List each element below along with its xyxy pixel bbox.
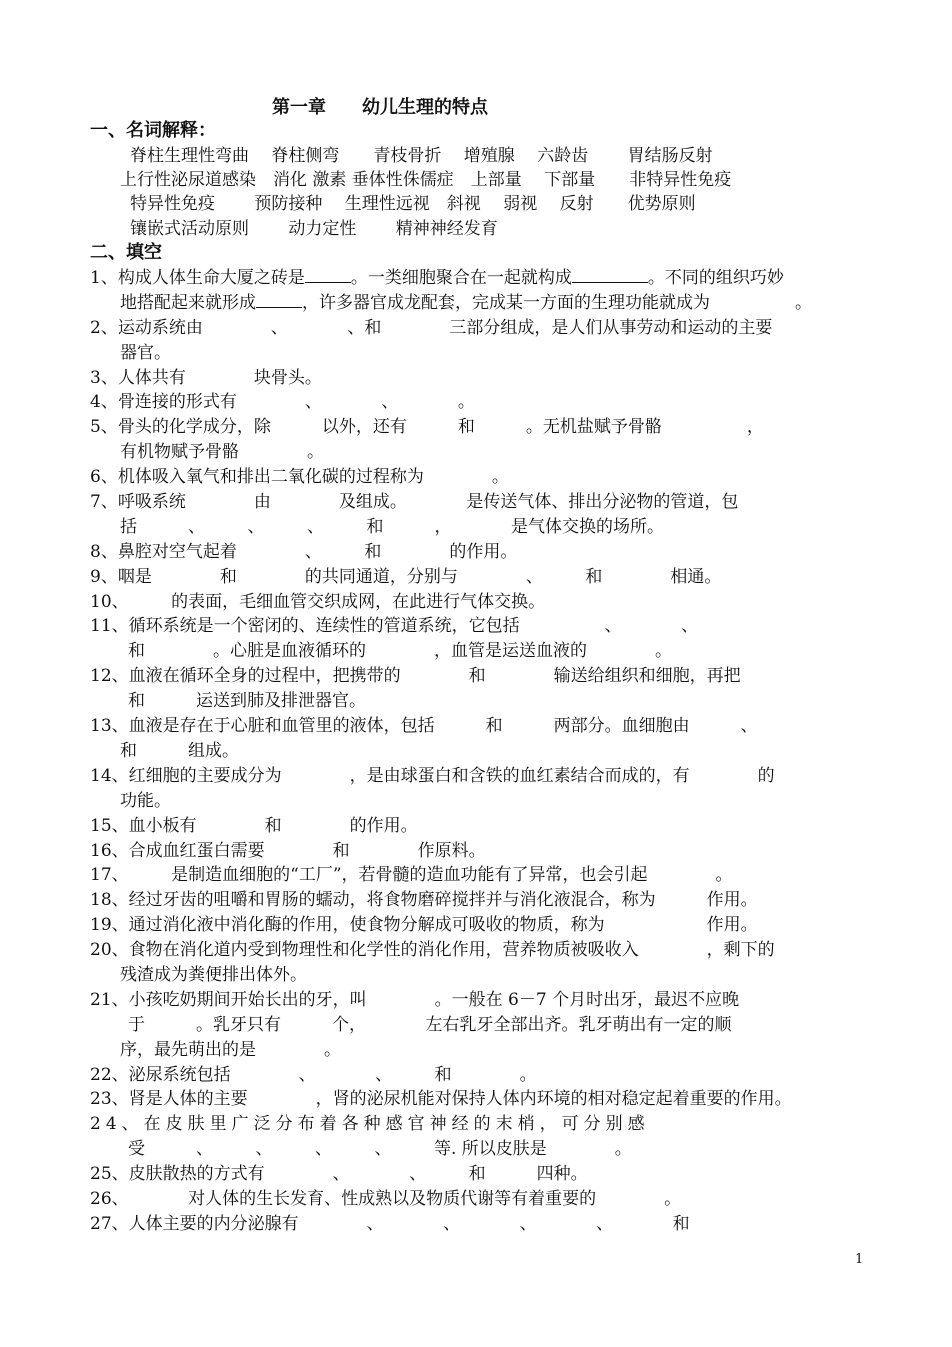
- question-10: 10、 的表面，毛细血管交织成网，在此进行气体交换。: [90, 592, 546, 612]
- question-23: 23、肾是人体的主要 ，肾的泌尿机能对保持人体内环境的相对稳定起着重要的作用。: [90, 1089, 792, 1109]
- term-line-4: 镶嵌式活动原则 动力定性 精神神经发育: [130, 219, 498, 239]
- question-27: 27、人体主要的内分泌腺有 、 、 、 、 和: [90, 1214, 690, 1234]
- question-21-line-1: 21、小孩吃奶期间开始长出的牙，叫 。一般在 6－7 个月时出牙，最迟不应晚: [90, 990, 740, 1010]
- question-11-line-1: 11、循环系统是一个密闭的、连续性的管道系统，它包括 、 、: [90, 616, 699, 636]
- question-1-line-2: 地搭配起来就形成 ，许多器官成龙配套，完成某一方面的生理功能就成为 。: [120, 293, 812, 313]
- question-12-line-1: 12、血液在循环全身的过程中，把携带的 和 输送给组织和细胞，再把: [90, 666, 741, 686]
- question-12-line-2: 和 运送到肺及排泄器官。: [128, 691, 366, 711]
- question-13-line-1: 13、血液是存在于心脏和血管里的液体，包括 和 两部分。血细胞由 、: [90, 716, 758, 736]
- question-1-line-1: 1、构成人体生命大厦之砖是 。一类细胞聚合在一起就构成 。不同的组织巧妙: [90, 268, 784, 288]
- term-line-3: 特异性免疫 预防接种 生理性远视 斜视 弱视 反射 优势原则: [130, 194, 696, 214]
- question-7-line-1: 7、呼吸系统 由 及组成。 是传送气体、排出分泌物的管道，包: [90, 492, 739, 512]
- blank-underline: [305, 268, 351, 283]
- question-16: 16、合成血红蛋白需要 和 作原料。: [90, 841, 486, 861]
- question-17: 17、 是制造血细胞的“工厂”，若骨髓的造血功能有了异常，也会引起 。: [90, 865, 733, 885]
- question-2-line-2: 器官。: [120, 343, 171, 363]
- term-line-2: 上行性泌尿道感染 消化 激素 垂体性侏儒症 上部量 下部量 非特异性免疫: [120, 170, 732, 190]
- chapter-title: 第一章 幼儿生理的特点: [272, 97, 488, 118]
- question-9: 9、咽是 和 的共同通道，分别与 、 和 相通。: [90, 567, 722, 587]
- question-25: 25、皮肤散热的方式有 、 、 和 四种。: [90, 1164, 588, 1184]
- term-line-1: 脊柱生理性弯曲 脊柱侧弯 青枝骨折 增殖腺 六龄齿 胃结肠反射: [130, 146, 713, 166]
- blank-underline: [256, 293, 302, 308]
- blank-underline: [572, 268, 648, 283]
- question-13-line-2: 和 组成。: [120, 741, 239, 761]
- question-8: 8、鼻腔对空气起着 、 和 的作用。: [90, 542, 518, 562]
- page-number: 1: [855, 1252, 864, 1267]
- question-5-line-2: 有机物赋予骨骼 。: [120, 442, 324, 462]
- question-21-line-2: 于 。乳牙只有 个， 左右乳牙全部出齐。乳牙萌出有一定的顺: [128, 1015, 732, 1035]
- question-3: 3、人体共有 块骨头。: [90, 368, 322, 388]
- question-20-line-1: 20、食物在消化道内受到物理性和化学性的消化作用，营养物质被吸收入 ，剩下的: [90, 940, 775, 960]
- question-11-line-2: 和 。心脏是血液循环的 ，血管是运送血液的 。: [128, 641, 672, 661]
- question-18: 18、经过牙齿的咀嚼和胃肠的蠕动，将食物磨碎搅拌并与消化液混合，称为 作用。: [90, 890, 758, 910]
- question-20-line-2: 残渣成为粪便排出体外。: [120, 965, 307, 985]
- question-6: 6、机体吸入氧气和排出二氧化碳的过程称为 。: [90, 467, 509, 487]
- section-heading-definitions: 一、名词解释：: [90, 120, 216, 141]
- question-5-line-1: 5、骨头的化学成分，除 以外，还有 和 。无机盐赋予骨骼 ，: [90, 417, 764, 437]
- question-24-line-1: 24、在皮肤里广泛分布着各种感官神经的末梢，可分别感: [90, 1114, 650, 1134]
- question-21-line-3: 序，最先萌出的是 。: [120, 1040, 341, 1060]
- question-24-line-2: 受 、 、 、 、 等. 所以皮肤是 。: [128, 1139, 632, 1159]
- question-22: 22、泌尿系统包括 、 、 和 。: [90, 1065, 537, 1085]
- question-2-line-1: 2、运动系统由 、 、和 三部分组成，是人们从事劳动和运动的主要: [90, 318, 773, 338]
- question-19: 19、通过消化液中消化酶的作用，使食物分解成可吸收的物质，称为 作用。: [90, 915, 758, 935]
- question-14-line-2: 功能。: [120, 791, 171, 811]
- section-heading-fill-blanks: 二、填空: [90, 242, 162, 263]
- question-15: 15、血小板有 和 的作用。: [90, 816, 418, 836]
- question-4: 4、骨连接的形式有 、 、 。: [90, 392, 475, 412]
- question-26: 26、 对人体的生长发育、性成熟以及物质代谢等有着重要的 。: [90, 1189, 682, 1209]
- question-7-line-2: 括 、 、 、 和 ， 是气体交换的场所。: [120, 517, 664, 537]
- question-14-line-1: 14、红细胞的主要成分为 ，是由球蛋白和含铁的血红素结合而成的，有 的: [90, 766, 775, 786]
